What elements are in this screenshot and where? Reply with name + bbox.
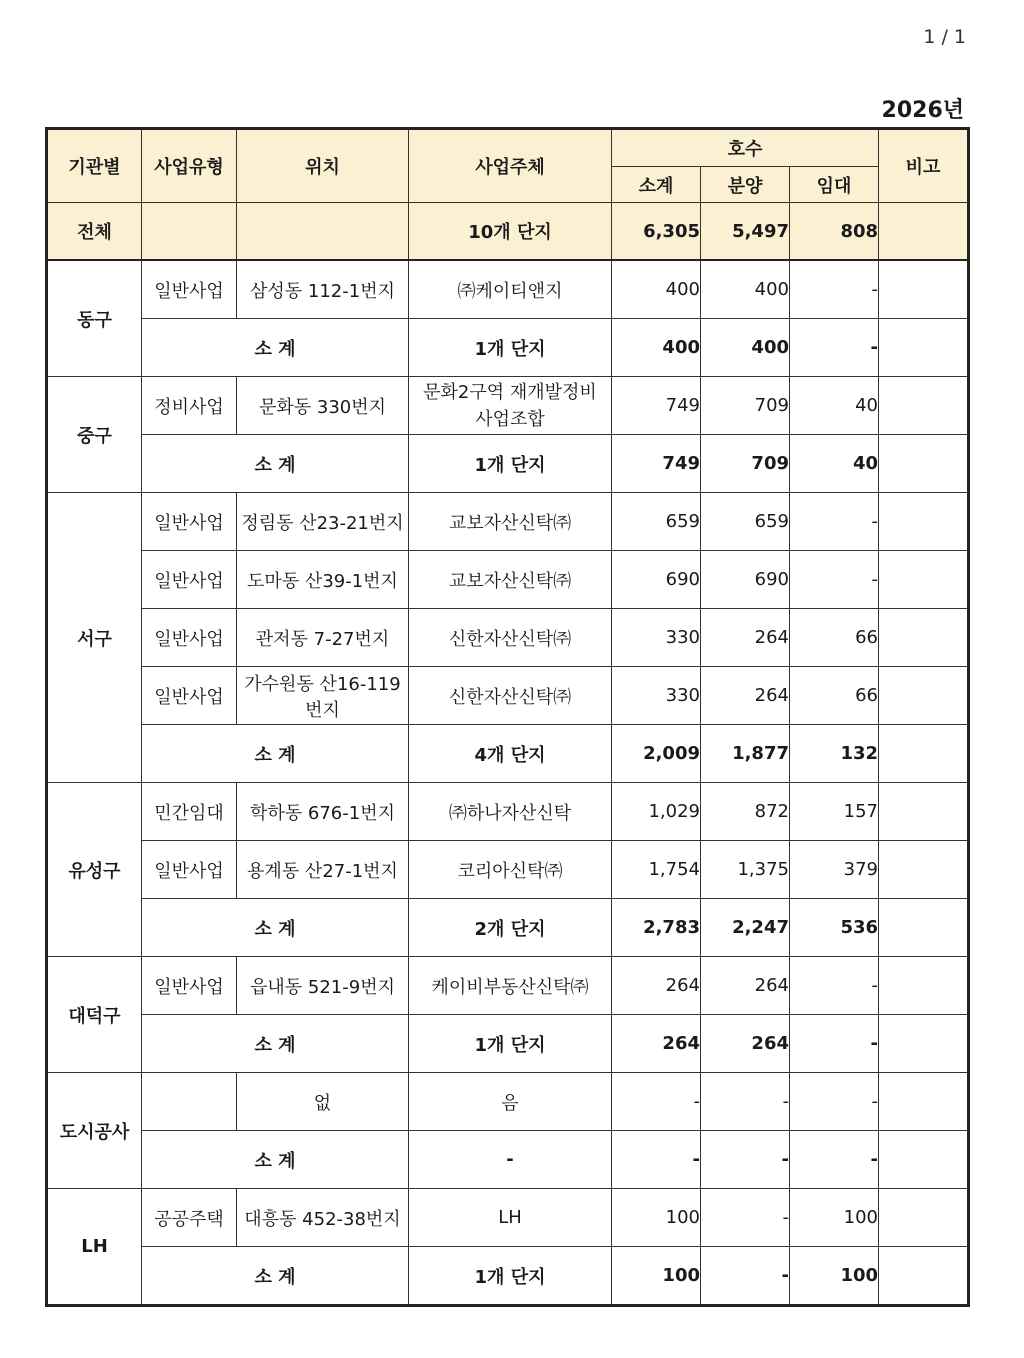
header-org: 기관별: [47, 129, 142, 203]
rent-cell: 66: [790, 667, 879, 725]
location-cell: 학하동 676-1번지: [237, 783, 409, 841]
location-cell: 문화동 330번지: [237, 377, 409, 435]
operator-cell: ㈜하나자산신탁: [409, 783, 612, 841]
subtotal-row: [47, 899, 969, 957]
note-cell: [879, 493, 969, 551]
note-cell: [879, 841, 969, 899]
sale-cell: 264: [701, 609, 790, 667]
subtotal-complexes: 1개 단지: [409, 435, 612, 493]
note-cell: [879, 1189, 969, 1247]
org-cell: 유성구: [47, 783, 142, 957]
note-cell: [879, 319, 969, 377]
rent-cell: -: [790, 1073, 879, 1131]
note-cell: [879, 1131, 969, 1189]
subtotal-sale: 264: [701, 1015, 790, 1073]
year-label: 2026년: [881, 98, 964, 123]
subtotal-cell: 1,754: [612, 841, 701, 899]
subtotal-complexes: 1개 단지: [409, 319, 612, 377]
operator-line1: 문화2구역 재개발정비: [423, 381, 597, 403]
operator-cell: 음: [409, 1073, 612, 1131]
type-cell: 일반사업: [142, 667, 237, 725]
subtotal-label: 소 계: [142, 435, 409, 493]
header-operator: 사업주체: [409, 129, 612, 203]
org-cell: 대덕구: [47, 957, 142, 1073]
header-subtotal: 소계: [612, 167, 701, 203]
subtotal-sale: 709: [701, 435, 790, 493]
operator-line2: 사업조합: [475, 408, 545, 430]
table-row: [47, 377, 969, 435]
rent-cell: 100: [790, 1189, 879, 1247]
rent-cell: 379: [790, 841, 879, 899]
type-cell: [142, 1073, 237, 1131]
sale-cell: 690: [701, 551, 790, 609]
rent-cell: -: [790, 260, 879, 319]
operator-cell: 교보자산신탁㈜: [409, 551, 612, 609]
org-cell: 서구: [47, 493, 142, 783]
location-cell: 읍내동 521-9번지: [237, 957, 409, 1015]
subtotal-total: 264: [612, 1015, 701, 1073]
subtotal-cell: 1,029: [612, 783, 701, 841]
sale-cell: 872: [701, 783, 790, 841]
subtotal-cell: 749: [612, 377, 701, 435]
table-row: [47, 841, 969, 899]
note-cell: [879, 783, 969, 841]
table-row: [47, 493, 969, 551]
subtotal-cell: 690: [612, 551, 701, 609]
location-cell: 대흥동 452-38번지: [237, 1189, 409, 1247]
subtotal-rent: 536: [790, 899, 879, 957]
subtotal-cell: 264: [612, 957, 701, 1015]
table-row: [47, 783, 969, 841]
type-cell: 일반사업: [142, 841, 237, 899]
rent-cell: 66: [790, 609, 879, 667]
subtotal-complexes: 4개 단지: [409, 725, 612, 783]
sale-cell: -: [701, 1073, 790, 1131]
total-label: 전체: [47, 203, 142, 261]
subtotal-total: 2,009: [612, 725, 701, 783]
total-rent: 808: [790, 203, 879, 261]
sale-cell: 709: [701, 377, 790, 435]
note-cell: [879, 551, 969, 609]
note-cell: [879, 899, 969, 957]
type-cell: 정비사업: [142, 377, 237, 435]
sale-cell: 400: [701, 260, 790, 319]
total-complexes: 10개 단지: [409, 203, 612, 261]
org-cell: LH: [47, 1189, 142, 1306]
subtotal-label: 소 계: [142, 725, 409, 783]
type-cell: 일반사업: [142, 493, 237, 551]
org-cell: 도시공사: [47, 1073, 142, 1189]
total-subtotal: 6,305: [612, 203, 701, 261]
header-note: 비고: [879, 129, 969, 203]
note-cell: [879, 260, 969, 319]
subtotal-row: [47, 435, 969, 493]
subtotal-cell: -: [612, 1073, 701, 1131]
subtotal-sale: 1,877: [701, 725, 790, 783]
operator-cell: 케이비부동산신탁㈜: [409, 957, 612, 1015]
subtotal-rent: 132: [790, 725, 879, 783]
type-cell: 일반사업: [142, 260, 237, 319]
table-body: [47, 203, 969, 1306]
subtotal-label: 소 계: [142, 319, 409, 377]
subtotal-rent: -: [790, 1131, 879, 1189]
type-cell: 일반사업: [142, 551, 237, 609]
rent-cell: 157: [790, 783, 879, 841]
subtotal-sale: 400: [701, 319, 790, 377]
rent-cell: 40: [790, 377, 879, 435]
location-cell: 도마동 산39-1번지: [237, 551, 409, 609]
table-row: [47, 1189, 969, 1247]
operator-cell: ㈜케이티앤지: [409, 260, 612, 319]
table-row: [47, 609, 969, 667]
table-header: [47, 129, 969, 203]
location-cell: 정림동 산23-21번지: [237, 493, 409, 551]
subtotal-sale: -: [701, 1247, 790, 1306]
note-cell: [879, 609, 969, 667]
subtotal-total: 400: [612, 319, 701, 377]
header-sale: 분양: [701, 167, 790, 203]
type-cell: 공공주택: [142, 1189, 237, 1247]
subtotal-sale: 2,247: [701, 899, 790, 957]
location-cell: 가수원동 산16-119번지: [237, 667, 409, 725]
total-row: [47, 203, 969, 261]
sale-cell: 264: [701, 957, 790, 1015]
table-row: [47, 260, 969, 319]
header-location: 위치: [237, 129, 409, 203]
location-cell: 용계동 산27-1번지: [237, 841, 409, 899]
sale-cell: 1,375: [701, 841, 790, 899]
type-cell: 일반사업: [142, 957, 237, 1015]
subtotal-complexes: -: [409, 1131, 612, 1189]
type-cell: 일반사업: [142, 609, 237, 667]
operator-cell: LH: [409, 1189, 612, 1247]
subtotal-cell: 100: [612, 1189, 701, 1247]
note-cell: [879, 1073, 969, 1131]
subtotal-label: 소 계: [142, 1247, 409, 1306]
subtotal-rent: 100: [790, 1247, 879, 1306]
subtotal-row: [47, 725, 969, 783]
subtotal-cell: 330: [612, 609, 701, 667]
location-cell: 삼성동 112-1번지: [237, 260, 409, 319]
operator-cell: 신한자산신탁㈜: [409, 609, 612, 667]
subtotal-cell: 659: [612, 493, 701, 551]
rent-cell: -: [790, 551, 879, 609]
operator-cell: 교보자산신탁㈜: [409, 493, 612, 551]
total-sale: 5,497: [701, 203, 790, 261]
location-cell: 없: [237, 1073, 409, 1131]
subtotal-label: 소 계: [142, 1015, 409, 1073]
table-row: [47, 957, 969, 1015]
rent-cell: -: [790, 957, 879, 1015]
subtotal-row: [47, 1015, 969, 1073]
subtotal-row: [47, 1247, 969, 1306]
location-cell: 관저동 7-27번지: [237, 609, 409, 667]
subtotal-complexes: 2개 단지: [409, 899, 612, 957]
header-type: 사업유형: [142, 129, 237, 203]
org-cell: 동구: [47, 260, 142, 377]
subtotal-cell: 330: [612, 667, 701, 725]
subtotal-total: 100: [612, 1247, 701, 1306]
housing-supply-table: [45, 127, 970, 1307]
sale-cell: 264: [701, 667, 790, 725]
subtotal-row: [47, 319, 969, 377]
subtotal-label: 소 계: [142, 899, 409, 957]
subtotal-total: -: [612, 1131, 701, 1189]
rent-cell: -: [790, 493, 879, 551]
subtotal-rent: 40: [790, 435, 879, 493]
operator-cell: [409, 377, 612, 435]
table-row: [47, 551, 969, 609]
subtotal-rent: -: [790, 319, 879, 377]
note-cell: [879, 725, 969, 783]
subtotal-cell: 400: [612, 260, 701, 319]
sale-cell: -: [701, 1189, 790, 1247]
note-cell: [879, 435, 969, 493]
page-number: 1 / 1: [923, 26, 966, 48]
subtotal-total: 2,783: [612, 899, 701, 957]
subtotal-label: 소 계: [142, 1131, 409, 1189]
subtotal-row: [47, 1131, 969, 1189]
header-rent: 임대: [790, 167, 879, 203]
table-row: [47, 1073, 969, 1131]
subtotal-rent: -: [790, 1015, 879, 1073]
sale-cell: 659: [701, 493, 790, 551]
subtotal-complexes: 1개 단지: [409, 1247, 612, 1306]
note-cell: [879, 667, 969, 725]
note-cell: [879, 957, 969, 1015]
header-units: 호수: [612, 129, 879, 167]
org-cell: 중구: [47, 377, 142, 493]
subtotal-complexes: 1개 단지: [409, 1015, 612, 1073]
table-row: [47, 667, 969, 725]
note-cell: [879, 1247, 969, 1306]
note-cell: [879, 377, 969, 435]
note-cell: [879, 1015, 969, 1073]
operator-cell: 신한자산신탁㈜: [409, 667, 612, 725]
operator-cell: 코리아신탁㈜: [409, 841, 612, 899]
subtotal-sale: -: [701, 1131, 790, 1189]
type-cell: 민간임대: [142, 783, 237, 841]
subtotal-total: 749: [612, 435, 701, 493]
